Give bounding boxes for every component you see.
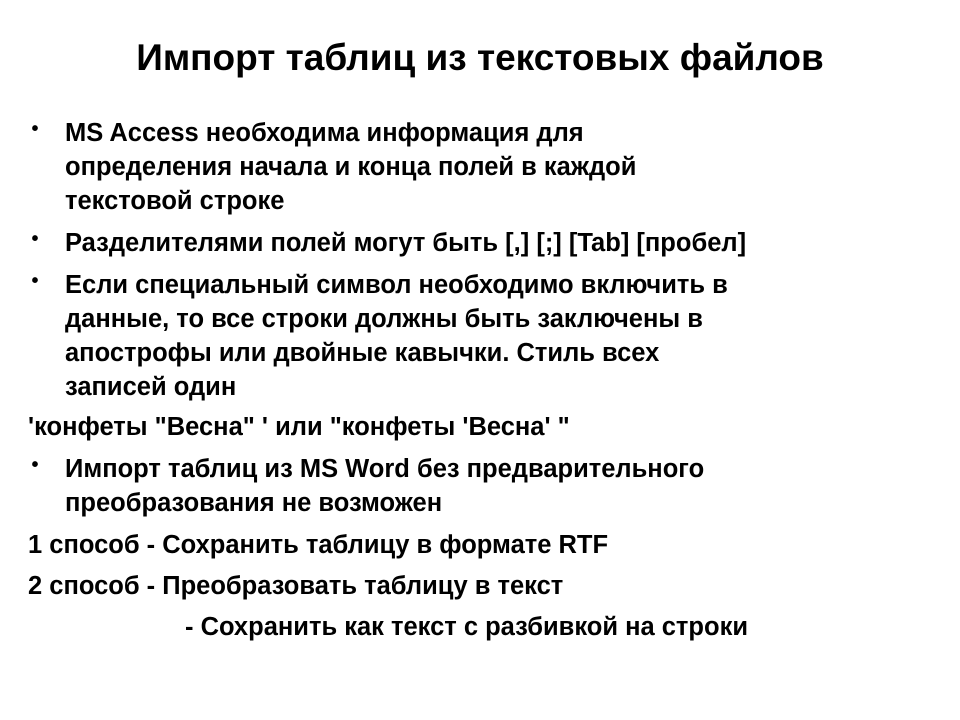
bullet-text [65,452,945,520]
bullet-icon: • [31,270,39,292]
method-1 [0,528,960,562]
bullet-text [65,116,945,218]
text-line: Импорт таблиц из MS Word без предварительного [65,455,705,483]
text-line: Разделителями полей могут быть [,] [;] [Tab] [пробел] [65,229,747,257]
bullet-icon: • [31,118,39,140]
method-2 [0,569,960,603]
bullet-item-special-symbol [0,268,960,404]
bullet-item-access-info [0,116,960,218]
text-line: данные, то все строки должны быть заключены в [65,305,703,333]
bullet-item-word-import [0,452,960,520]
bullet-icon: • [31,228,39,250]
method-2-text: 2 способ - Преобразовать таблицу в текст [28,572,564,600]
bullet-item-separators [0,226,960,260]
method-2-continued [0,610,960,644]
bullet-text [65,268,945,404]
text-line: Если специальный символ необходимо включить в [65,271,728,299]
text-line: текстовой строке [65,187,285,215]
text-line: апострофы или двойные кавычки. Стиль всех [65,339,660,367]
text-line: преобразования не возможен [65,489,443,517]
example-line [0,410,960,444]
method-1-text: 1 способ - Сохранить таблицу в формате RTF [28,531,609,559]
example-text: 'конфеты "Весна" ' или "конфеты 'Весна' " [28,413,570,441]
bullet-text [65,226,945,260]
text-line: определения начала и конца полей в каждой [65,153,637,181]
method-2-continued-text: - Сохранить как текст с разбивкой на строки [185,613,749,641]
bullet-icon: • [31,454,39,476]
text-line: записей один [65,373,237,401]
slide-title: Импорт таблиц из текстовых файлов [136,37,824,78]
text-line: MS Access необходима информация для [65,119,584,147]
